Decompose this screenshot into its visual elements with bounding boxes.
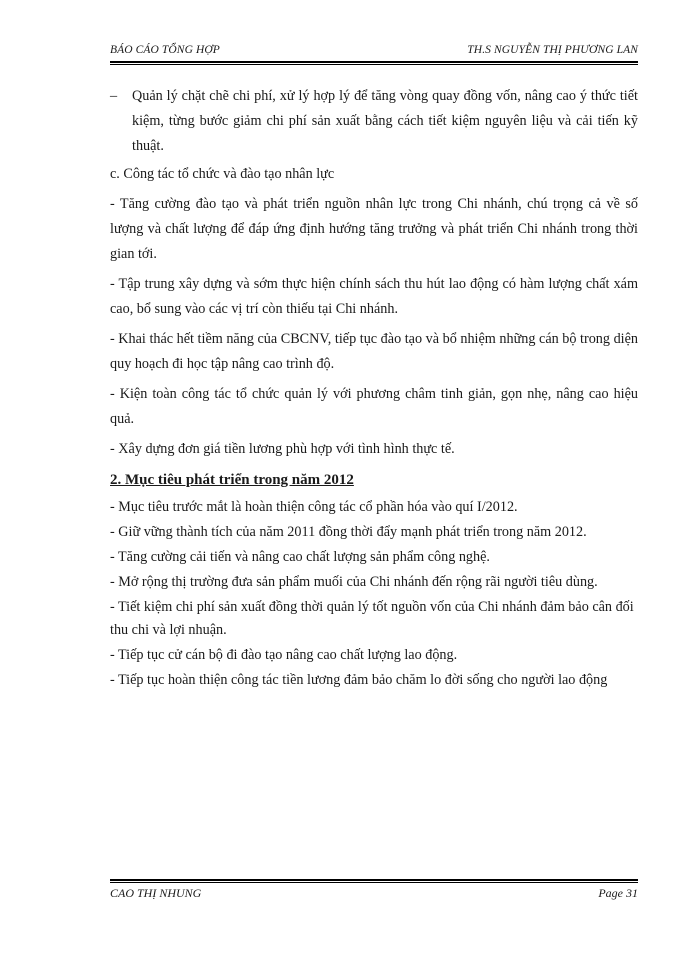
section-2-item: - Tăng cường cải tiến và nâng cao chất lượng sản phẩm công nghệ. xyxy=(110,549,490,565)
page-number: Page 31 xyxy=(598,886,638,900)
footer-author-name: CAO THỊ NHUNG xyxy=(110,886,202,900)
header-supervisor-name: TH.S NGUYỄN THỊ PHƯƠNG LAN xyxy=(467,44,638,56)
section-c-item: - Tập trung xây dựng và sớm thực hiện chính sách thu hút lao động có hàm lượng chất xám cao, bổ sung vào các vị trí còn thiếu tại Chi nhánh. xyxy=(110,276,638,317)
section-c-item: - Khai thác hết tiềm năng của CBCNV, tiếp tục đào tạo và bổ nhiệm những cán bộ trong diện quy hoạch đi học tập nâng cao trình độ. xyxy=(110,331,638,372)
section-c-item: - Tăng cường đào tạo và phát triển nguồn nhân lực trong Chi nhánh, chú trọng cả về số lượng và chất lượng để đáp ứng định hướng tăng trưởng và phát triển Chi nhánh trong thời gian tới. xyxy=(110,196,638,262)
section-2-item: - Tiết kiệm chi phí sản xuất đồng thời quản lý tốt nguồn vốn của Chi nhánh đảm bảo cân đối thu chi và lợi nhuận. xyxy=(110,599,634,638)
section-2-item: - Mục tiêu trước mắt là hoàn thiện công tác cổ phần hóa vào quí I/2012. xyxy=(110,499,518,515)
section-2-item: - Tiếp tục cử cán bộ đi đào tạo nâng cao chất lượng lao động. xyxy=(110,647,458,663)
intro-bullet-text: Quản lý chặt chẽ chi phí, xử lý hợp lý để tăng vòng quay đồng vốn, nâng cao ý thức tiết kiệm, từng bước giảm chi phí sản xuất bằng cách tiết kiệm nguyên liệu và cải tiến kỹ thuật. xyxy=(132,88,638,154)
header-rule xyxy=(110,61,638,65)
section-2-item: - Tiếp tục hoàn thiện công tác tiền lương đảm bảo chăm lo đời sống cho người lao động xyxy=(110,672,608,688)
page-body xyxy=(110,84,638,694)
section-c-item: - Kiện toàn công tác tổ chức quản lý với phương châm tinh giản, gọn nhẹ, nâng cao hiệu quả. xyxy=(110,386,638,427)
section-2-heading: 2. Mục tiêu phát triển trong năm 2012 xyxy=(110,472,354,488)
section-c-title: c. Công tác tổ chức và đào tạo nhân lực xyxy=(110,166,335,182)
page-footer xyxy=(110,886,638,906)
intro-bullet xyxy=(110,84,638,159)
section-c-item: - Xây dựng đơn giá tiền lương phù hợp với tình hình thực tế. xyxy=(110,441,455,457)
bullet-dash: – xyxy=(110,88,118,104)
header-report-title: BÁO CÁO TỔNG HỢP xyxy=(110,44,220,56)
section-2-item: - Giữ vững thành tích của năm 2011 đồng thời đẩy mạnh phát triển trong năm 2012. xyxy=(110,524,587,540)
footer-rule xyxy=(110,879,638,883)
section-2-item: - Mở rộng thị trường đưa sản phẩm muối của Chi nhánh đến rộng rãi người tiêu dùng. xyxy=(110,574,598,590)
